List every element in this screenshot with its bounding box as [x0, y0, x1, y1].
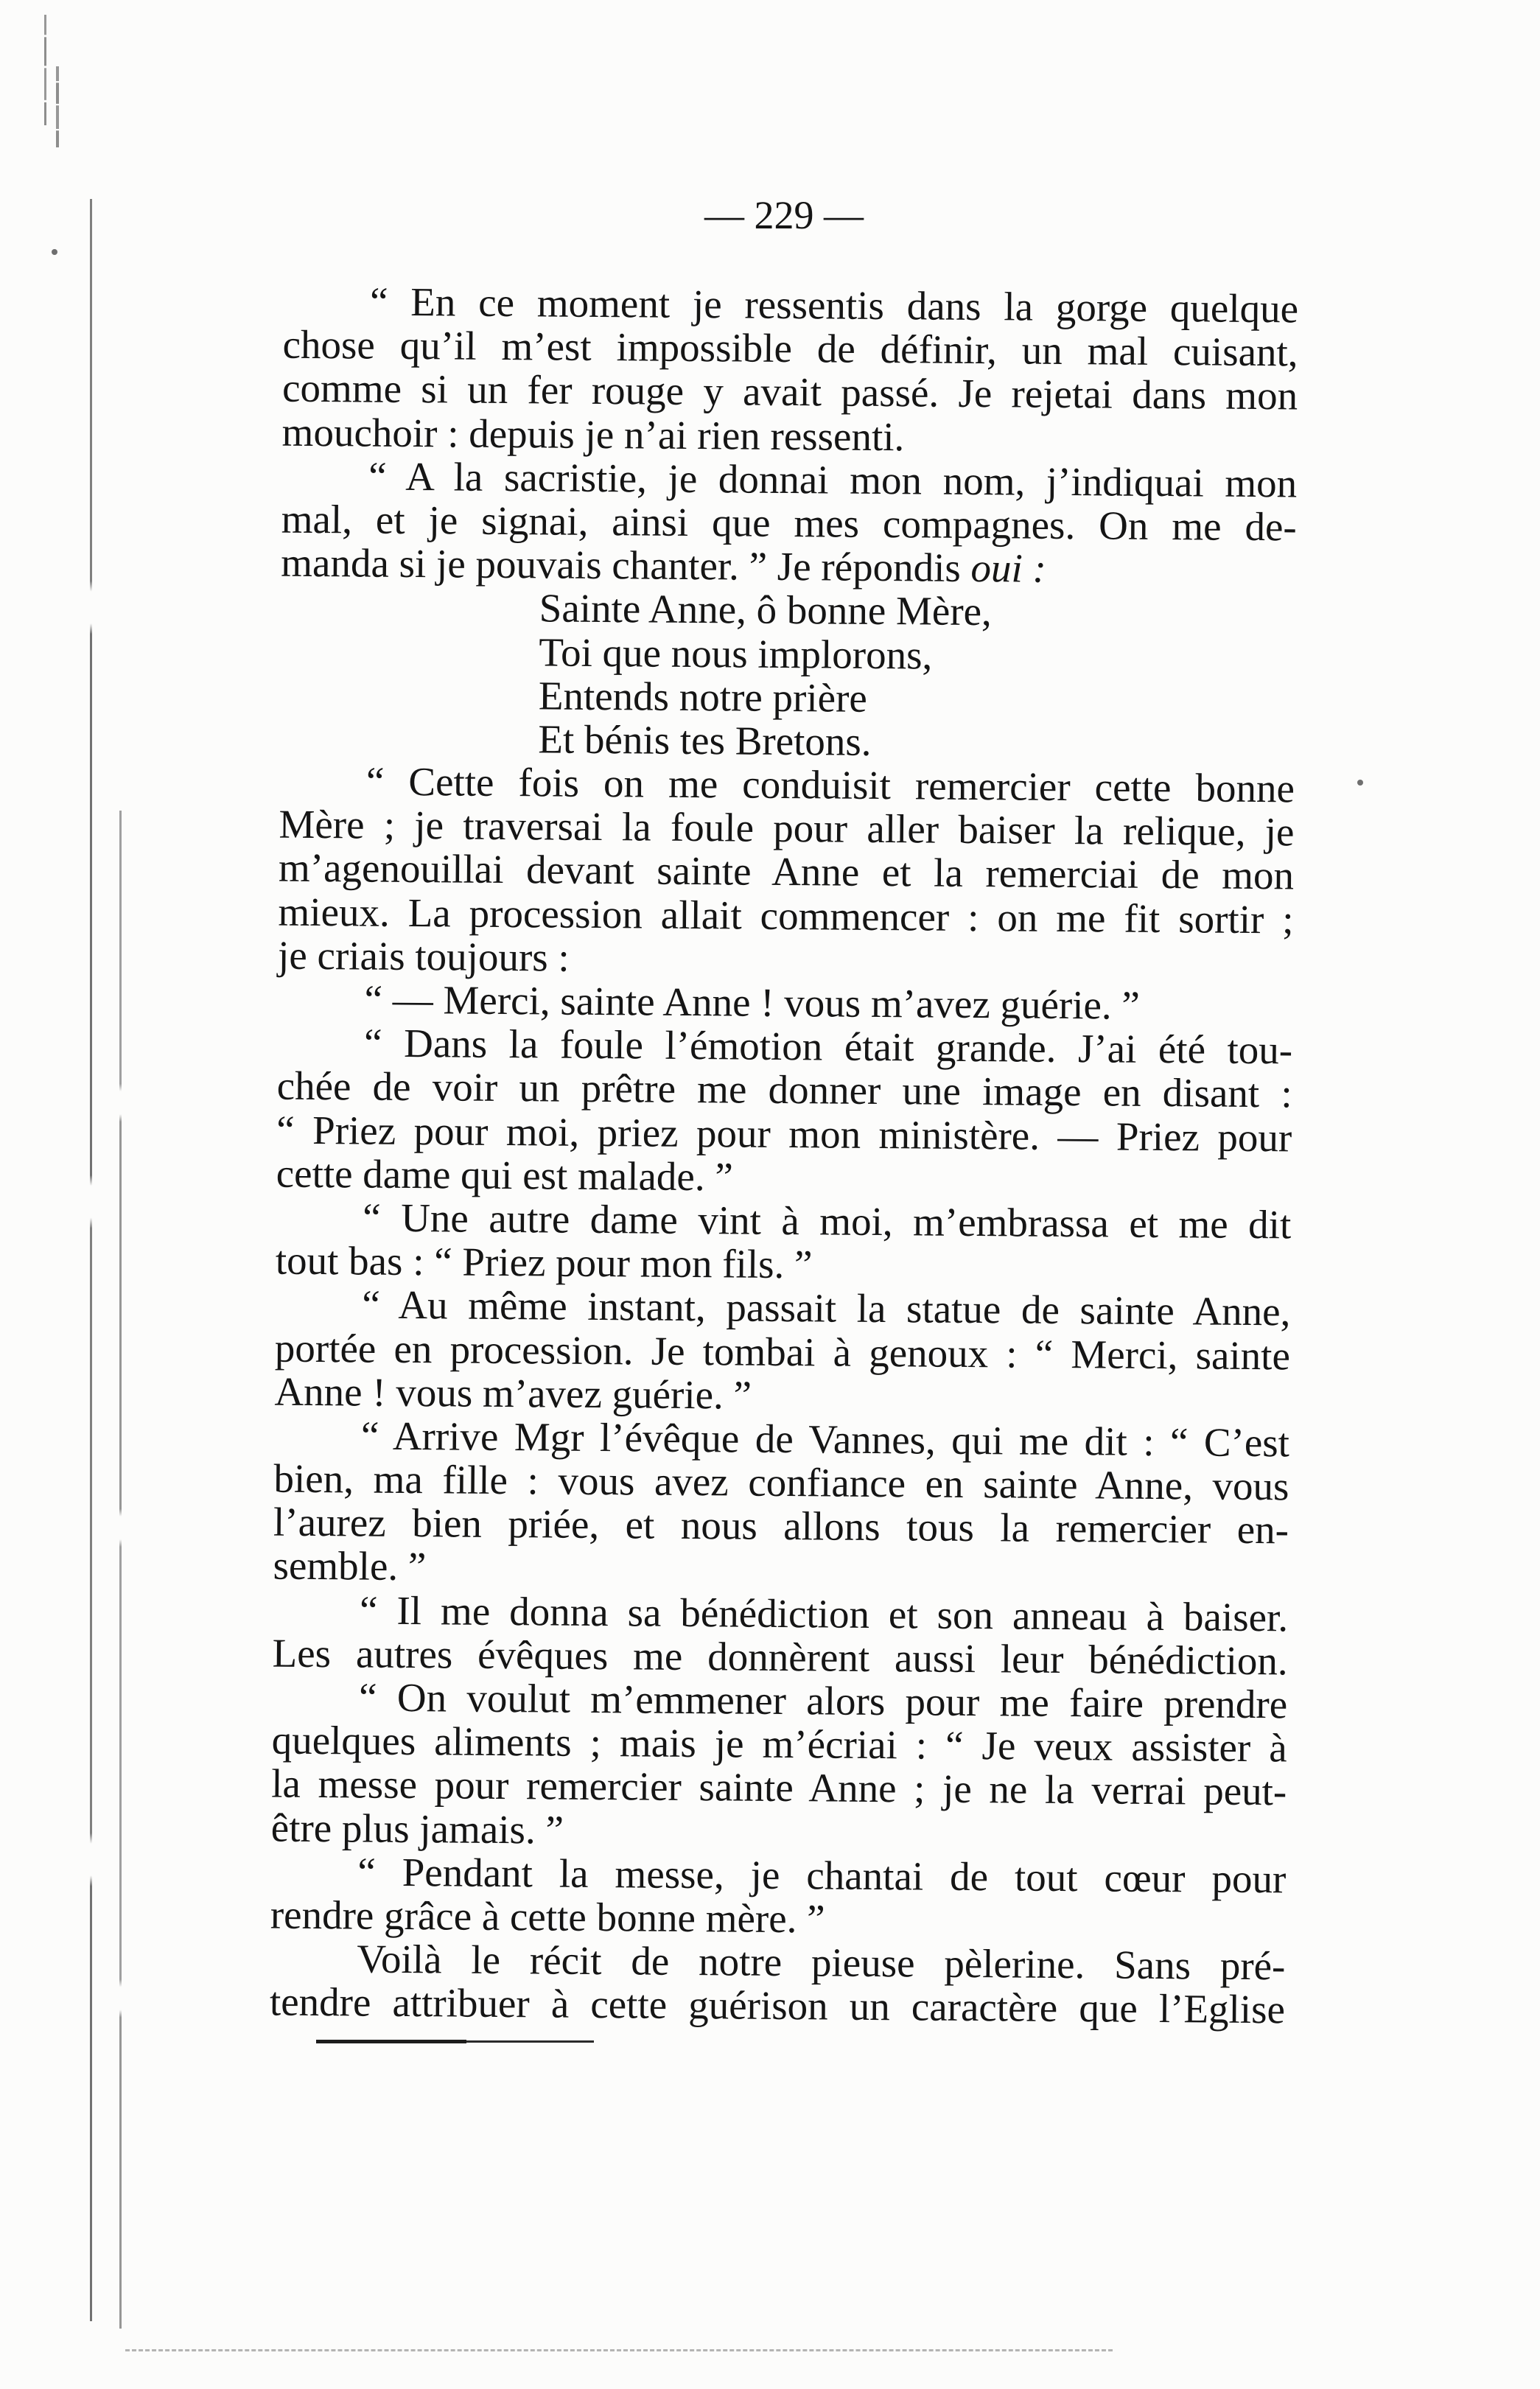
text-line: “ Au même instant, passait la statue de sainte Anne, — [362, 1281, 1291, 1335]
paragraph — [271, 1675, 1288, 1858]
scan-speck — [52, 249, 57, 255]
scan-bottom-dashes — [125, 2349, 1113, 2351]
text-line: “ Pendant la messe, je chantai de tout cœur pour — [357, 1849, 1287, 1902]
scan-margin-mark — [44, 15, 46, 125]
rule-thick-segment — [316, 2040, 466, 2043]
text-line: Voilà le récit de notre pieuse pèlerine. Sans pré- — [357, 1936, 1286, 1989]
text-line: “ Priez pour moi, priez pour mon ministère. — Priez pour — [276, 1107, 1292, 1160]
paragraph — [274, 1282, 1290, 1421]
text-line: je criais toujours : — [277, 932, 570, 980]
scan-margin-line — [90, 199, 92, 2321]
paragraph — [273, 1413, 1289, 1595]
text-line: bien, ma fille : vous avez confiance en sainte Anne, vous — [273, 1455, 1289, 1509]
paragraph — [281, 453, 1297, 592]
text-line: chose qu’il m’est impossible de définir, un mal cuisant, — [282, 321, 1298, 375]
paragraph — [270, 1849, 1287, 1944]
text-line: “ Cette fois on me conduisit remercier cette bonne — [365, 758, 1295, 811]
scan-speck — [1357, 780, 1363, 786]
text-line: “ On voulut m’emmener alors pour me faire prendre — [358, 1674, 1288, 1727]
text-line: “ En ce moment je ressentis dans la gorge quelque — [369, 279, 1299, 332]
text-line: “ A la sacristie, je donnai mon nom, j’indiquai mon — [368, 453, 1298, 506]
verse — [279, 584, 1296, 767]
text-line: m’agenouillai devant sainte Anne et la remerciai de mon — [278, 845, 1295, 898]
text-line: Les autres évêques me donnèrent aussi leur bénédiction. — [272, 1630, 1288, 1684]
text-line: mal, et je signai, ainsi que mes compagnes. On me de- — [281, 496, 1297, 550]
text-line: comme si un fer rouge y avait passé. Je rejetai dans mon — [281, 365, 1298, 419]
text-line: cette dame qui est malade. ” — [276, 1150, 734, 1200]
verse-line: Toi que nous implorons, — [539, 629, 933, 678]
scan-margin-line — [119, 811, 122, 2329]
paragraph — [270, 1937, 1286, 2032]
paragraph — [276, 1195, 1292, 1290]
text-line: tendre attribuer à cette guérison un caractère que l’Eglise — [269, 1979, 1286, 2032]
paragraph — [278, 759, 1295, 985]
text-line: l’aurez bien priée, et nous allons tous la remercier en- — [273, 1499, 1289, 1553]
text-line: “ Il me donna sa bénédiction et son anneau à baiser. — [359, 1587, 1289, 1640]
italic-word: oui : — [970, 545, 1047, 591]
text-line: portée en procession. Je tombai à genoux : “ Merci, sainte — [274, 1325, 1291, 1378]
text-line: quelques aliments ; mais je m’écriai : “ Je veux assister à — [271, 1717, 1287, 1771]
text-line: “ Arrive Mgr l’évêque de Vannes, qui me dit : “ C’est — [360, 1413, 1290, 1466]
text-line: tout bas : “ Priez pour mon fils. ” — [275, 1237, 813, 1287]
page-number: — 229 — — [704, 193, 864, 237]
text-line: semble. ” — [273, 1543, 427, 1589]
text-run: manda si je pouvais chanter. ” Je répondis — [281, 539, 971, 591]
text-line: la messe pour remercier sainte Anne ; je ne la verrai peut- — [271, 1760, 1287, 1814]
bottom-rule — [316, 2040, 594, 2044]
verse-line: Entends notre prière — [538, 673, 868, 721]
scan-margin-mark — [56, 66, 59, 147]
text-line — [281, 541, 1296, 592]
text-line: rendre grâce à cette bonne mère. ” — [270, 1892, 825, 1942]
paragraph — [281, 279, 1298, 462]
text-line: mouchoir : depuis je n’ai rien ressenti. — [281, 409, 905, 459]
text-line: être plus jamais. ” — [270, 1805, 564, 1853]
text-line: Anne ! vous m’avez guérie. ” — [274, 1368, 752, 1418]
text-line: “ — Merci, sainte Anne ! vous m’avez guérie. ” — [364, 976, 1141, 1028]
paragraph — [276, 1021, 1293, 1203]
paragraph — [272, 1587, 1288, 1682]
verse-line: Et bénis tes Bretons. — [538, 716, 872, 764]
text-line: Mère ; je traversai la foule pour aller baiser la relique, je — [279, 801, 1295, 855]
rule-thin-segment — [466, 2040, 594, 2043]
text-line: “ Une autre dame vint à moi, m’embrassa et me dit — [363, 1194, 1292, 1248]
body-text — [270, 279, 1299, 2032]
text-line: mieux. La procession allait commencer : on me fit sortir ; — [278, 889, 1294, 942]
text-line: chée de voir un prêtre me donner une image en disant : — [276, 1063, 1292, 1116]
text-line: “ Dans la foule l’émotion était grande. J’ai été tou- — [363, 1020, 1293, 1073]
verse-line: Sainte Anne, ô bonne Mère, — [539, 585, 993, 634]
